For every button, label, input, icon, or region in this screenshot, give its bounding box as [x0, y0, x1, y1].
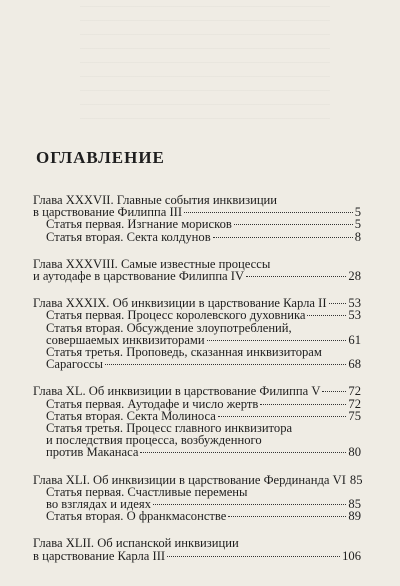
bleed-through-text	[80, 6, 330, 126]
toc-article-line	[33, 446, 361, 458]
page-number: 80	[348, 445, 361, 460]
table-of-contents	[33, 194, 361, 577]
dot-leader	[228, 516, 346, 517]
page-number: 72	[348, 396, 361, 411]
page-number: 85	[349, 472, 363, 487]
dot-leader	[140, 452, 346, 453]
page-number: 72	[348, 384, 361, 399]
page-title: ОГЛАВЛЕНИЕ	[36, 148, 165, 167]
page-number: 53	[348, 308, 361, 323]
dot-leader	[307, 315, 346, 316]
toc-line-text: Статья первая. Процесс королевского духовника	[46, 308, 306, 323]
toc-entry	[33, 474, 361, 523]
toc-line-text: Статья первая. Аутодафе и число жертв	[46, 396, 259, 411]
dot-leader	[184, 212, 353, 213]
page-number: 5	[354, 205, 361, 220]
toc-line-text: Глава XL. Об инквизиции в царствование Филиппа V	[33, 384, 321, 399]
toc-line-text: Глава XLI. Об инквизиции в царствование Фердинанда VI	[33, 472, 346, 487]
dot-leader	[322, 391, 346, 392]
toc-line-text: в царствование Филиппа III	[33, 205, 183, 220]
page-number: 106	[342, 548, 361, 563]
toc-line-text: Статья вторая. Обсуждение злоупотреблений,	[46, 320, 292, 335]
toc-entry	[33, 297, 361, 370]
page-number: 75	[348, 408, 361, 423]
page-number: 28	[348, 269, 361, 284]
page-number: 8	[354, 229, 361, 244]
page-number: 89	[348, 509, 361, 524]
toc-line-text: Глава XXXVIII. Самые известные процессы	[33, 256, 271, 271]
dot-leader	[246, 276, 346, 277]
dot-leader	[213, 237, 353, 238]
toc-line-text: Статья первая. Изгнание морисков	[46, 217, 232, 232]
toc-line-text: Статья третья. Проповедь, сказанная инквизиторам	[46, 345, 322, 360]
toc-line-text: совершаемых инквизиторами	[46, 332, 205, 347]
toc-entry	[33, 258, 361, 282]
toc-chapter-line	[33, 385, 361, 397]
toc-line-text: Глава XXXVII. Главные события инквизиции	[33, 193, 278, 207]
dot-leader	[329, 303, 347, 304]
toc-line-text: и последствия процесса, возбужденного	[46, 433, 262, 448]
toc-line-text: и аутодафе в царствование Филиппа IV	[33, 269, 245, 284]
toc-entry	[33, 537, 361, 561]
page-number: 61	[348, 332, 361, 347]
toc-line-text: Сарагоссы	[46, 357, 103, 372]
toc-line-text: против Маканаса	[46, 445, 139, 460]
toc-line-text: Статья вторая. О франкмасонстве	[46, 509, 227, 524]
toc-article-line	[33, 510, 361, 522]
toc-line-text: Статья вторая. Секта колдунов	[46, 229, 211, 244]
toc-line-text: Статья первая. Счастливые перемены	[46, 484, 248, 499]
dot-leader	[234, 224, 353, 225]
dot-leader	[260, 404, 346, 405]
page-number: 85	[348, 497, 361, 512]
toc-line-text: Глава XLII. Об испанской инквизиции	[33, 536, 239, 551]
toc-line-text: в царствование Карла III	[33, 548, 166, 563]
toc-chapter-line	[33, 537, 361, 549]
toc-article-line	[33, 218, 361, 230]
toc-article-line	[33, 398, 361, 410]
toc-line-text: Статья вторая. Секта Молиноса	[46, 408, 216, 423]
toc-article-line	[33, 309, 361, 321]
dot-leader	[153, 504, 346, 505]
dot-leader	[207, 340, 347, 341]
dot-leader	[218, 416, 347, 417]
dot-leader	[167, 556, 340, 557]
toc-line-text: Глава XXXIX. Об инквизиции в царствование Карла II	[33, 296, 327, 311]
page-number: 5	[354, 217, 361, 232]
toc-entry	[33, 385, 361, 458]
toc-line-text: во взглядах и идеях	[46, 497, 151, 512]
toc-article-line	[33, 358, 361, 370]
toc-article-line	[33, 322, 361, 334]
toc-article-line	[33, 231, 361, 243]
page-number: 68	[348, 357, 361, 372]
toc-chapter-line	[33, 550, 361, 562]
dot-leader	[105, 364, 346, 365]
toc-line-text: Статья третья. Процесс главного инквизитора	[46, 421, 293, 436]
toc-entry	[33, 194, 361, 243]
page-number: 53	[348, 296, 361, 311]
toc-chapter-line	[33, 270, 361, 282]
